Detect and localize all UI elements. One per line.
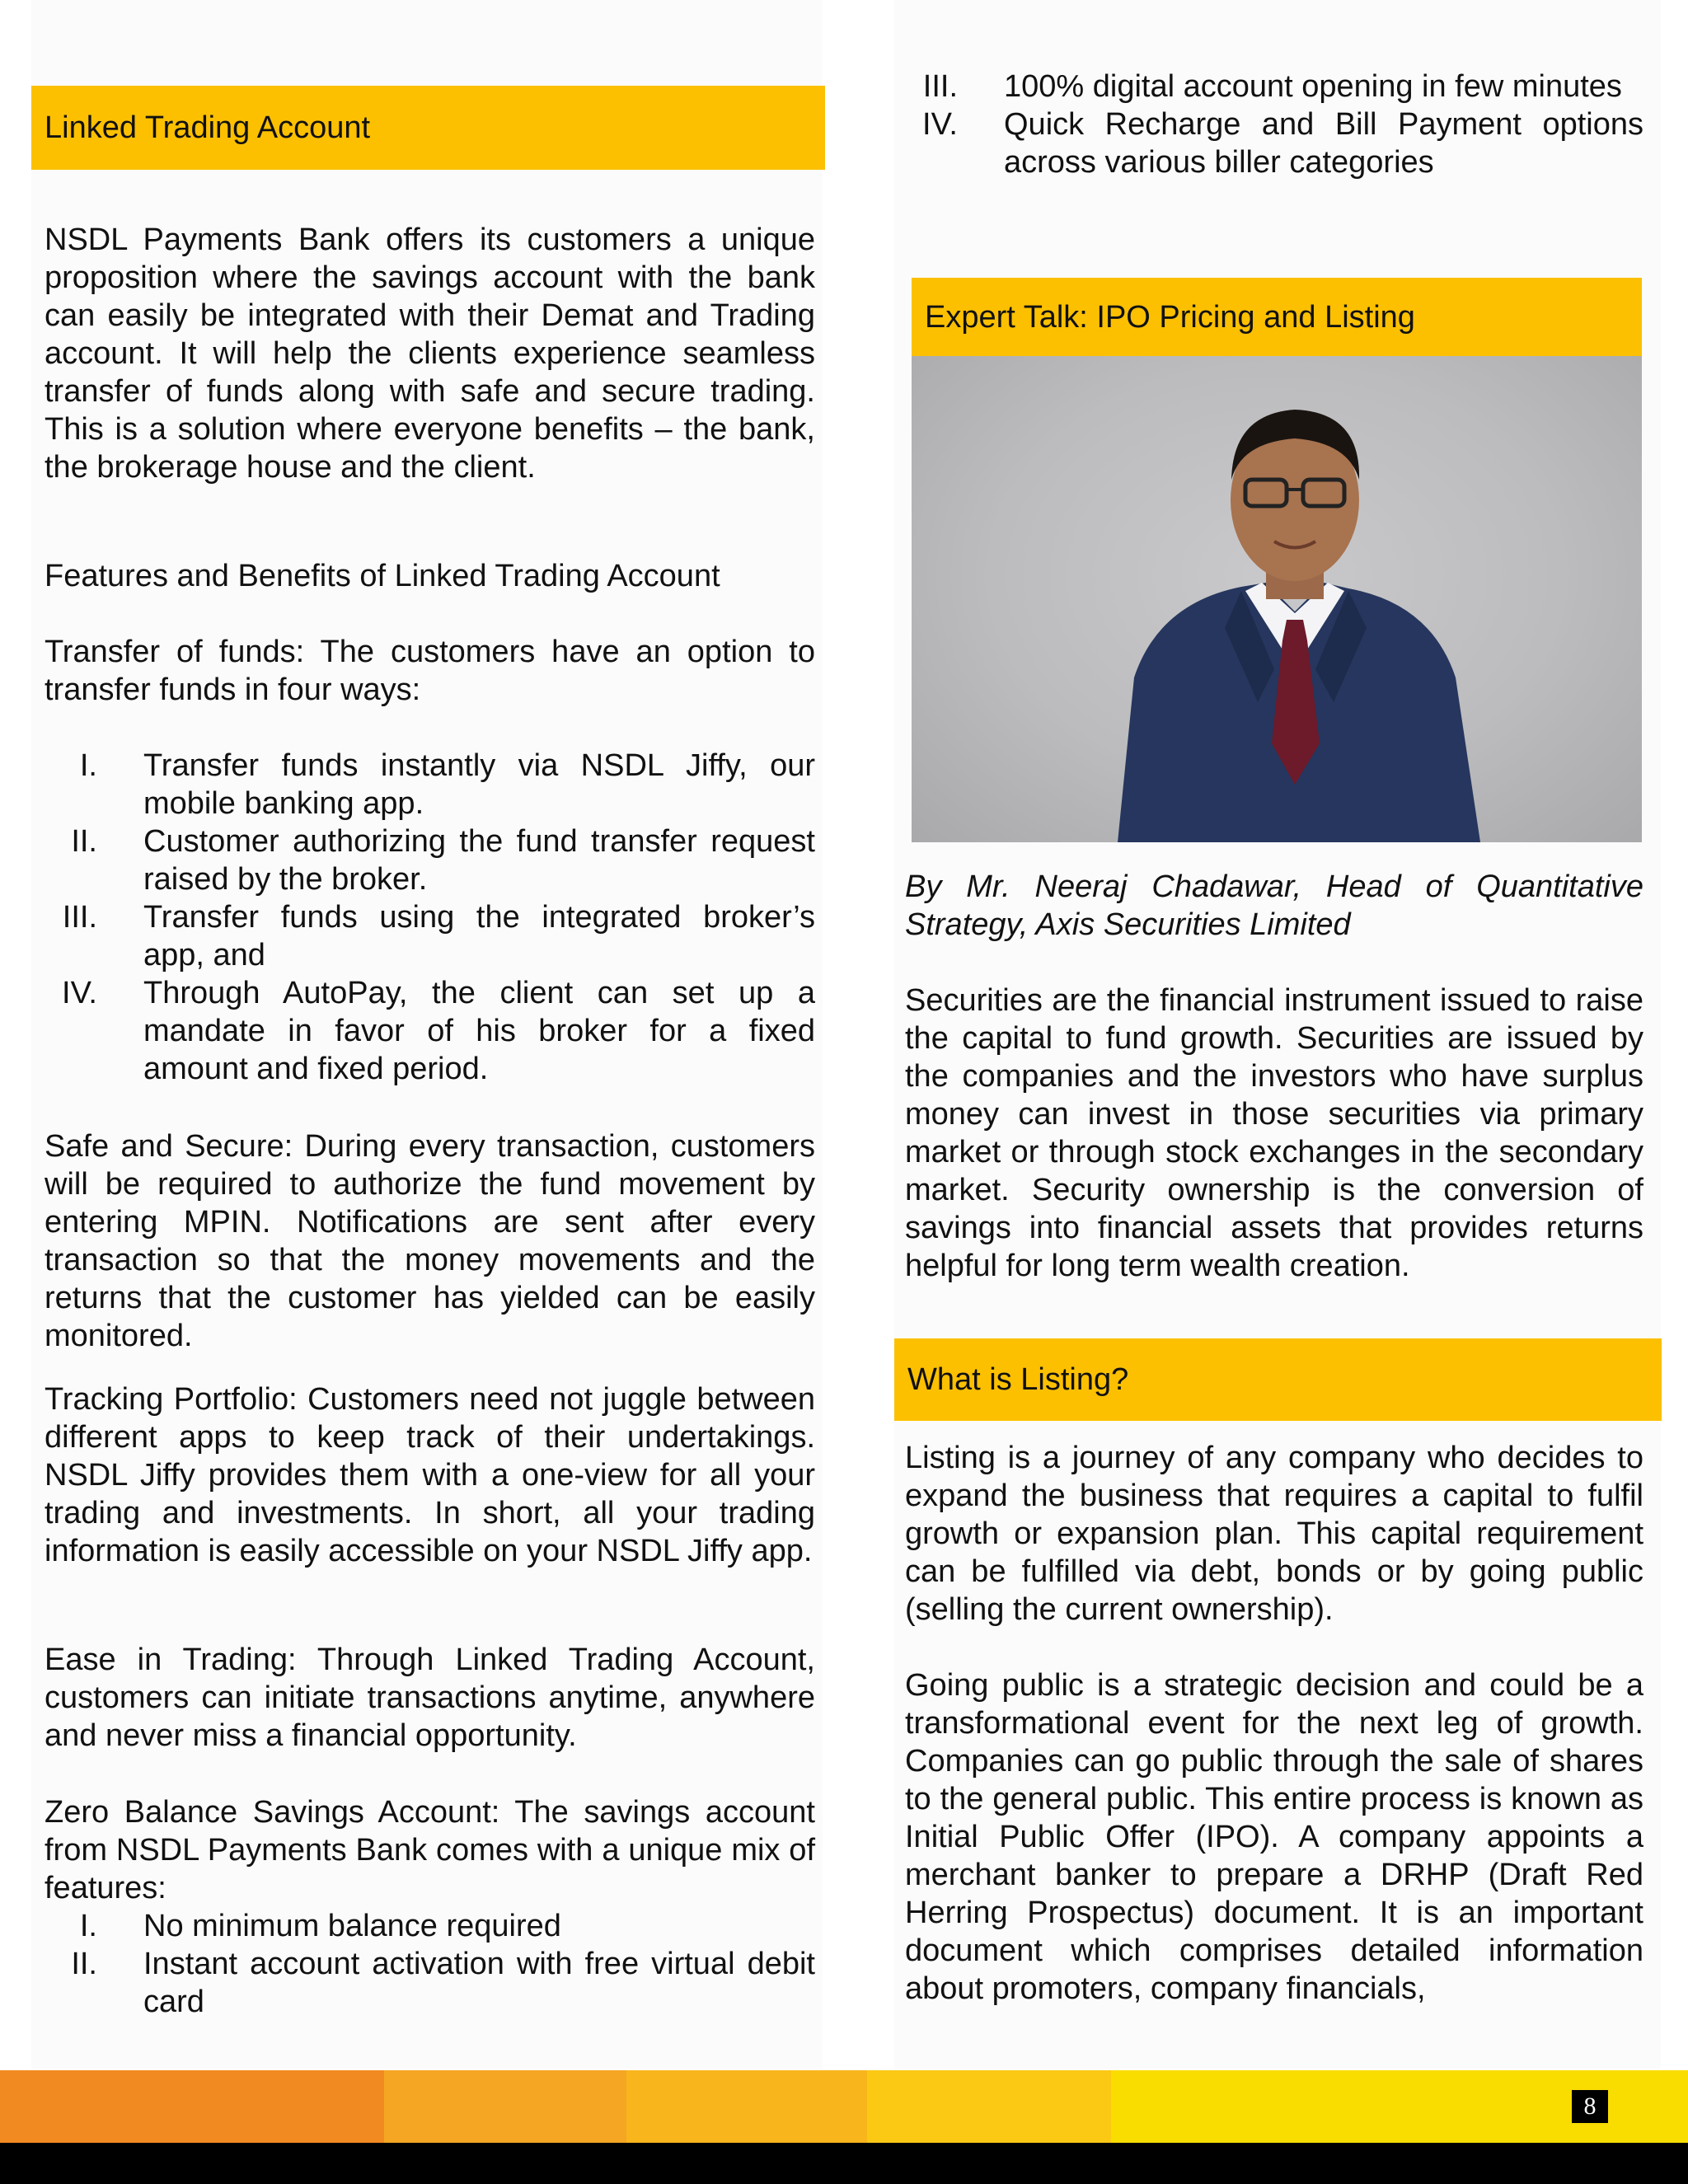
byline: By Mr. Neeraj Chadawar, Head of Quantitative Strategy, Axis Securities Limited (905, 869, 1643, 942)
zero-balance-list-continued (905, 68, 1643, 181)
list-item: IV. Through AutoPay, the client can set up a mandate in favor of his broker for a fixed amount and fixed period. (62, 976, 815, 1086)
footer-black-strip (0, 2143, 1688, 2184)
list-item: III. 100% digital account opening in few minutes (922, 69, 1622, 104)
linked-trading-banner (31, 86, 825, 170)
footer-segment (0, 2070, 384, 2143)
tracking-paragraph: Tracking Portfolio: Customers need not juggle between different apps to keep track of their undertakings. NSDL Jiffy provides them with a one-view for all your trading and investments. In short, all your trading information is easily accessible on your NSDL Jiffy app. (45, 1382, 815, 1568)
portrait-illustration (912, 356, 1642, 842)
listing-paragraph-1: Listing is a journey of any company who decides to expand the business that requires a capital to fulfil growth or expansion plan. This capital requirement can be fulfilled via debt, bonds or by going public (selling the current ownership). (905, 1441, 1643, 1627)
footer-color-bar (0, 2070, 1688, 2143)
what-is-listing-banner (894, 1338, 1662, 1421)
banner-title: Linked Trading Account (45, 110, 371, 145)
transfer-list (45, 747, 815, 1088)
banner-title: What is Listing? (907, 1362, 1129, 1397)
banner-title: Expert Talk: IPO Pricing and Listing (925, 300, 1415, 335)
list-item: I. No minimum balance required (79, 1909, 561, 1943)
securities-paragraph: Securities are the financial instrument issued to raise the capital to fund growth. Securities are issued by the companies and the investors who have surplus money can invest in those securities via primary market or through stock exchanges in the secondary market. Security ownership is the conversion of savings into financial assets that provides returns helpful for long term wealth creation. (905, 983, 1643, 1283)
list-item: II. Customer authorizing the fund transfer request raised by the broker. (71, 824, 815, 897)
author-photo (912, 356, 1642, 842)
footer-segment (626, 2070, 867, 2143)
expert-talk-banner (912, 278, 1642, 357)
features-heading: Features and Benefits of Linked Trading Account (45, 559, 720, 593)
listing-paragraph-2: Going public is a strategic decision and could be a transformational event for the next leg of growth. Companies can go public through the sale of shares to the general public. This entire process is known as Initial Public Offer (IPO). A company appoints a merchant banker to prepare a DRHP (Draft Red Herring Prospectus) document. It is an important document which comprises detailed information about promoters, company financials, (905, 1668, 1643, 2006)
list-item: I. Transfer funds instantly via NSDL Jiffy, our mobile banking app. (79, 748, 815, 821)
list-item: II. Instant account activation with free virtual debit card (71, 1947, 815, 2019)
transfer-intro: Transfer of funds: The customers have an option to transfer funds in four ways: (45, 635, 815, 707)
zero-balance-list (45, 1907, 815, 2021)
footer-segment (384, 2070, 626, 2143)
safe-secure-paragraph: Safe and Secure: During every transaction, customers will be required to authorize the fund movement by entering MPIN. Notifications are sent after every transaction so that the money movements and the returns that the customer has yielded can be easily monitored. (45, 1129, 815, 1353)
intro-paragraph: NSDL Payments Bank offers its customers a unique proposition where the savings account with the bank can easily be integrated with their Demat and Trading account. It will help the clients experience seamless transfer of funds along with safe and secure trading. This is a solution where everyone benefits – the bank, the brokerage house and the client. (45, 223, 815, 485)
footer-segment (867, 2070, 1111, 2143)
list-item: III. Transfer funds using the integrated broker’s app, and (62, 900, 815, 972)
page-number: 8 (1572, 2090, 1608, 2123)
list-item: IV. Quick Recharge and Bill Payment options across various biller categories (922, 107, 1643, 180)
ease-paragraph: Ease in Trading: Through Linked Trading Account, customers can initiate transactions anytime, anywhere and never miss a financial opportunity. (45, 1643, 815, 1753)
zero-balance-paragraph: Zero Balance Savings Account: The savings account from NSDL Payments Bank comes with a unique mix of features: (45, 1795, 815, 1905)
